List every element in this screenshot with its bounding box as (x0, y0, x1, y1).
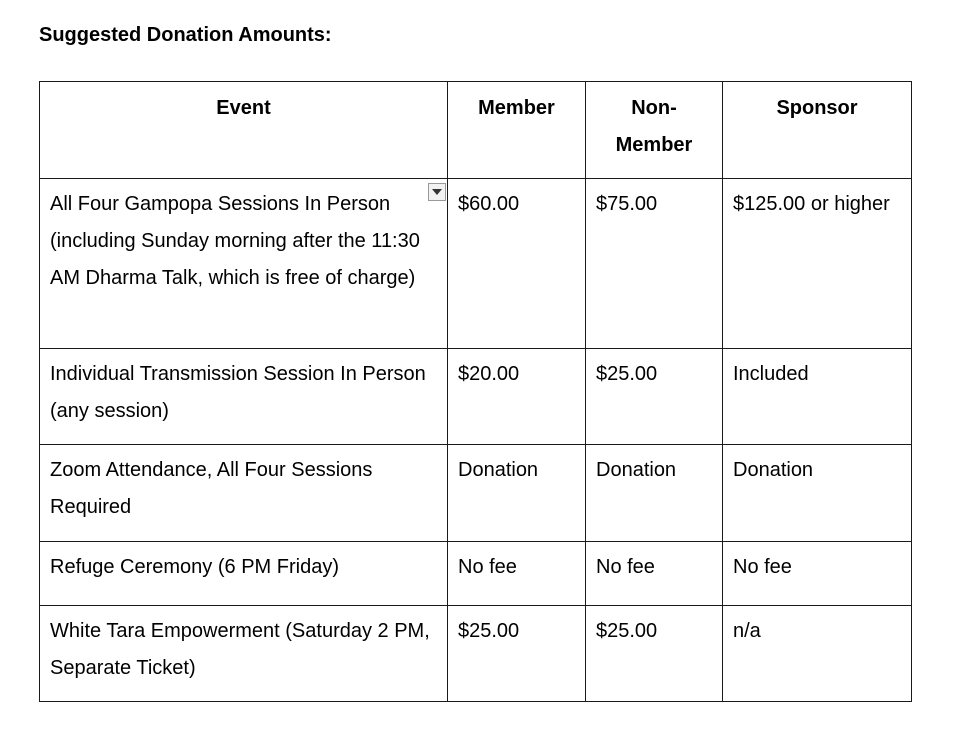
member-price-cell: $25.00 (448, 606, 586, 702)
chevron-down-icon[interactable] (428, 183, 446, 201)
table-row (40, 606, 912, 702)
column-header-member: Member (448, 82, 586, 179)
member-price-cell: Donation (448, 445, 586, 542)
non-member-price-cell: $75.00 (586, 179, 723, 349)
non-member-price-cell: Donation (586, 445, 723, 542)
sponsor-price-cell: No fee (723, 542, 912, 606)
member-price-cell: $20.00 (448, 349, 586, 445)
table-row (40, 445, 912, 542)
sponsor-price-cell: Donation (723, 445, 912, 542)
donation-table (39, 81, 912, 702)
table-header-row (40, 82, 912, 179)
table-row (40, 179, 912, 349)
event-cell: Individual Transmission Session In Person (any session) (40, 349, 448, 445)
table-row (40, 349, 912, 445)
non-member-price-cell: $25.00 (586, 606, 723, 702)
table-row (40, 542, 912, 606)
column-header-sponsor: Sponsor (723, 82, 912, 179)
member-price-cell: No fee (448, 542, 586, 606)
non-member-price-cell: $25.00 (586, 349, 723, 445)
sponsor-price-cell: n/a (723, 606, 912, 702)
event-cell: Zoom Attendance, All Four Sessions Required (40, 445, 448, 542)
non-member-price-cell: No fee (586, 542, 723, 606)
sponsor-price-cell: $125.00 or higher (723, 179, 912, 349)
member-price-cell: $60.00 (448, 179, 586, 349)
page-title: Suggested Donation Amounts: (39, 24, 332, 46)
column-header-non-member: Non-Member (586, 82, 723, 179)
sponsor-price-cell: Included (723, 349, 912, 445)
event-cell: Refuge Ceremony (6 PM Friday) (40, 542, 448, 606)
event-cell[interactable] (40, 179, 448, 349)
column-header-event: Event (40, 82, 448, 179)
event-cell-text: All Four Gampopa Sessions In Person (including Sunday morning after the 11:30 AM Dharma Talk, which is free of charge) (50, 193, 420, 289)
event-cell: White Tara Empowerment (Saturday 2 PM, Separate Ticket) (40, 606, 448, 702)
